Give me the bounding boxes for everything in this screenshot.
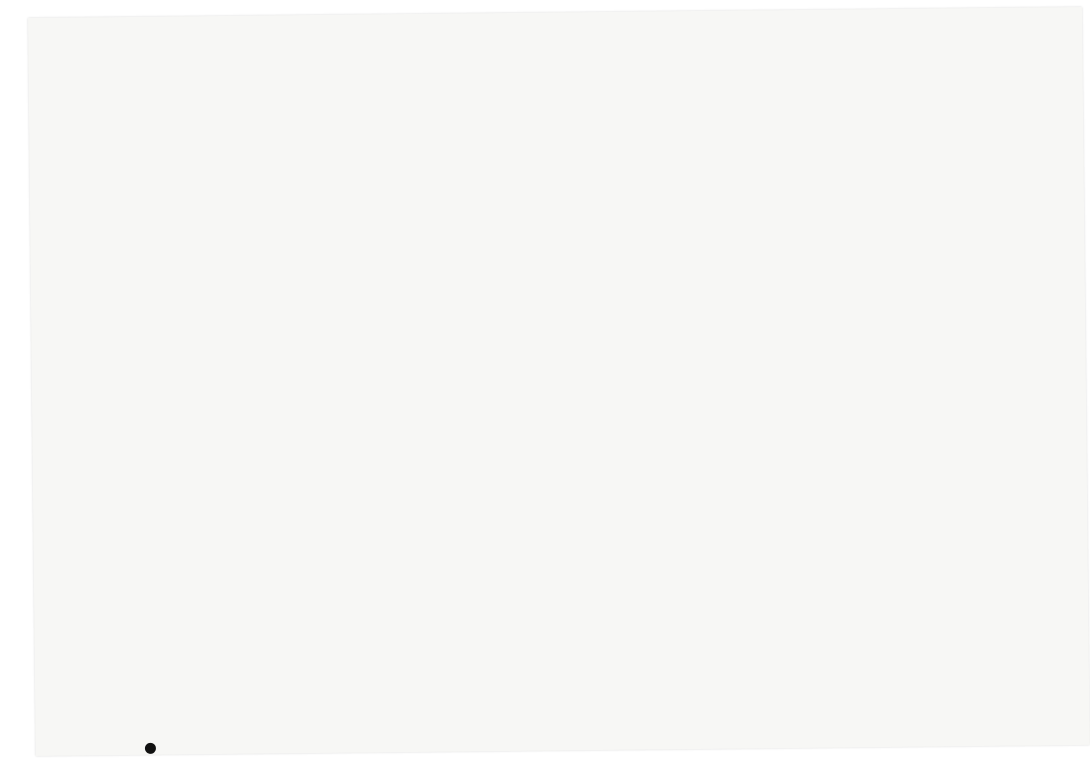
cbs-logo-icon (145, 743, 156, 754)
header-bedrijfsgroep (149, 199, 162, 299)
header-bedrijfsklasse (119, 199, 132, 299)
